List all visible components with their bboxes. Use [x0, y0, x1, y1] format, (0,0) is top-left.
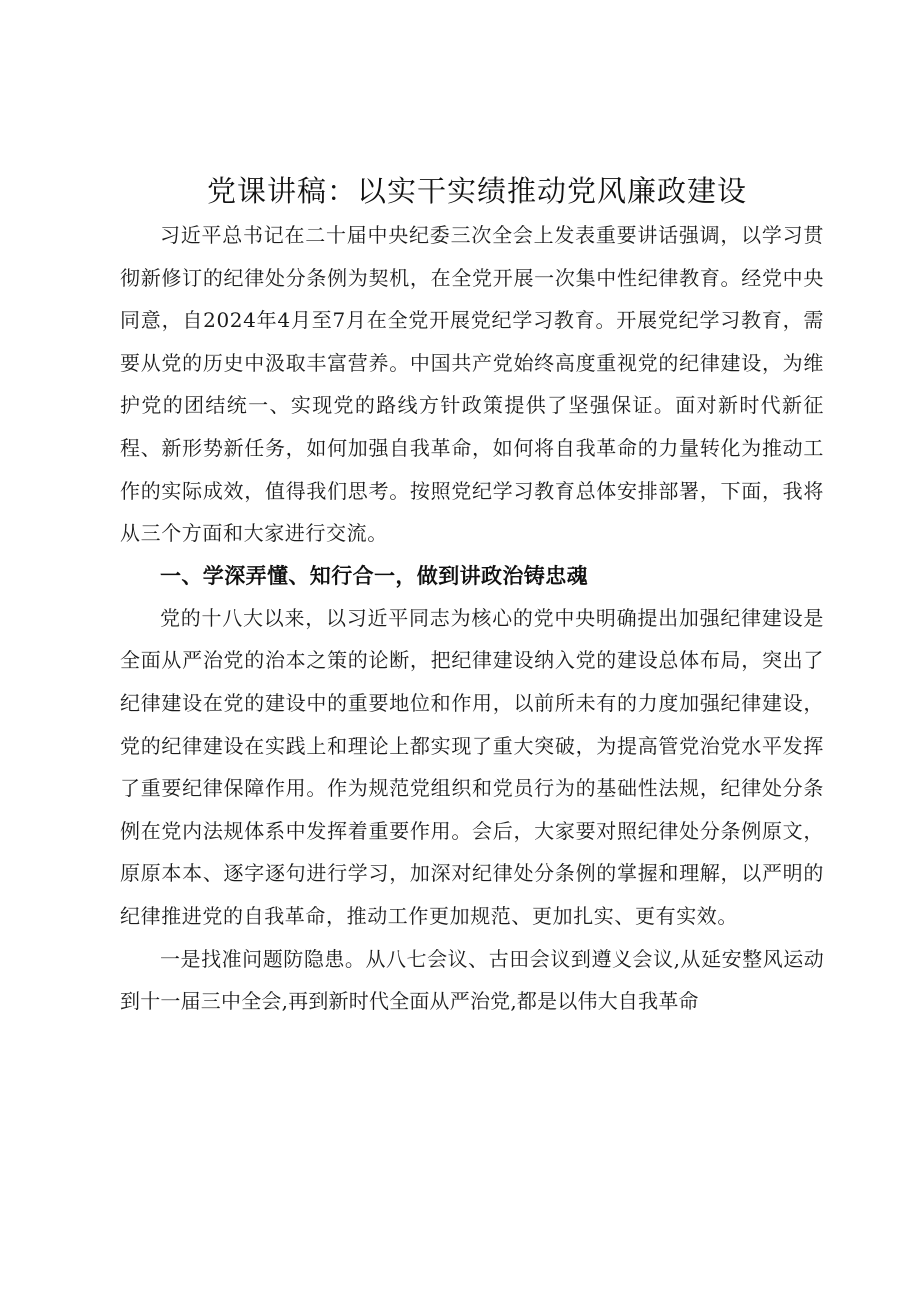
- section-1-paragraph: 党的十八大以来，以习近平同志为核心的党中央明确提出加强纪律建设是全面从严治党的治本之策的论断，把纪律建设纳入党的建设总体布局，突出了纪律建设在党的建设中的重要地位和作用，以前所未有的力度加强纪律建设，党的纪律建设在实践上和理论上都实现了重大突破，为提高管党治党水平发挥了重要纪律保障作用。作为规范党组织和党员行为的基础性法规，纪律处分条例在党内法规体系中发挥着重要作用。会后，大家要对照纪律处分条例原文，原原本本、逐字逐句进行学习，加深对纪律处分条例的掌握和理解，以严明的纪律推进党的自我革命，推动工作更加规范、更加扎实、更有实效。: [120, 605, 824, 928]
- section-1-point-1: 一是找准问题防隐患。从八七会议、古田会议到遵义会议,从延安整风运动到十一届三中全会,再到新时代全面从严治党,都是以伟大自我革命: [120, 946, 824, 1014]
- intro-paragraph: 习近平总书记在二十届中央纪委三次全会上发表重要讲话强调，以学习贯彻新修订的纪律处分条例为契机，在全党开展一次集中性纪律教育。经党中央同意，自2024年4月至7月在全党开展党纪学习教育。开展党纪学习教育，需要从党的历史中汲取丰富营养。中国共产党始终高度重视党的纪律建设，为维护党的团结统一、实现党的路线方针政策提供了坚强保证。面对新时代新征程、新形势新任务，如何加强自我革命，如何将自我革命的力量转化为推动工作的实际成效，值得我们思考。按照党纪学习教育总体安排部署，下面，我将从三个方面和大家进行交流。: [120, 223, 824, 546]
- document-title: 党课讲稿：以实干实绩推动党风廉政建设: [206, 174, 747, 208]
- section-heading-1: 一、学深弄懂、知行合一，做到讲政治铸忠魂: [160, 563, 588, 588]
